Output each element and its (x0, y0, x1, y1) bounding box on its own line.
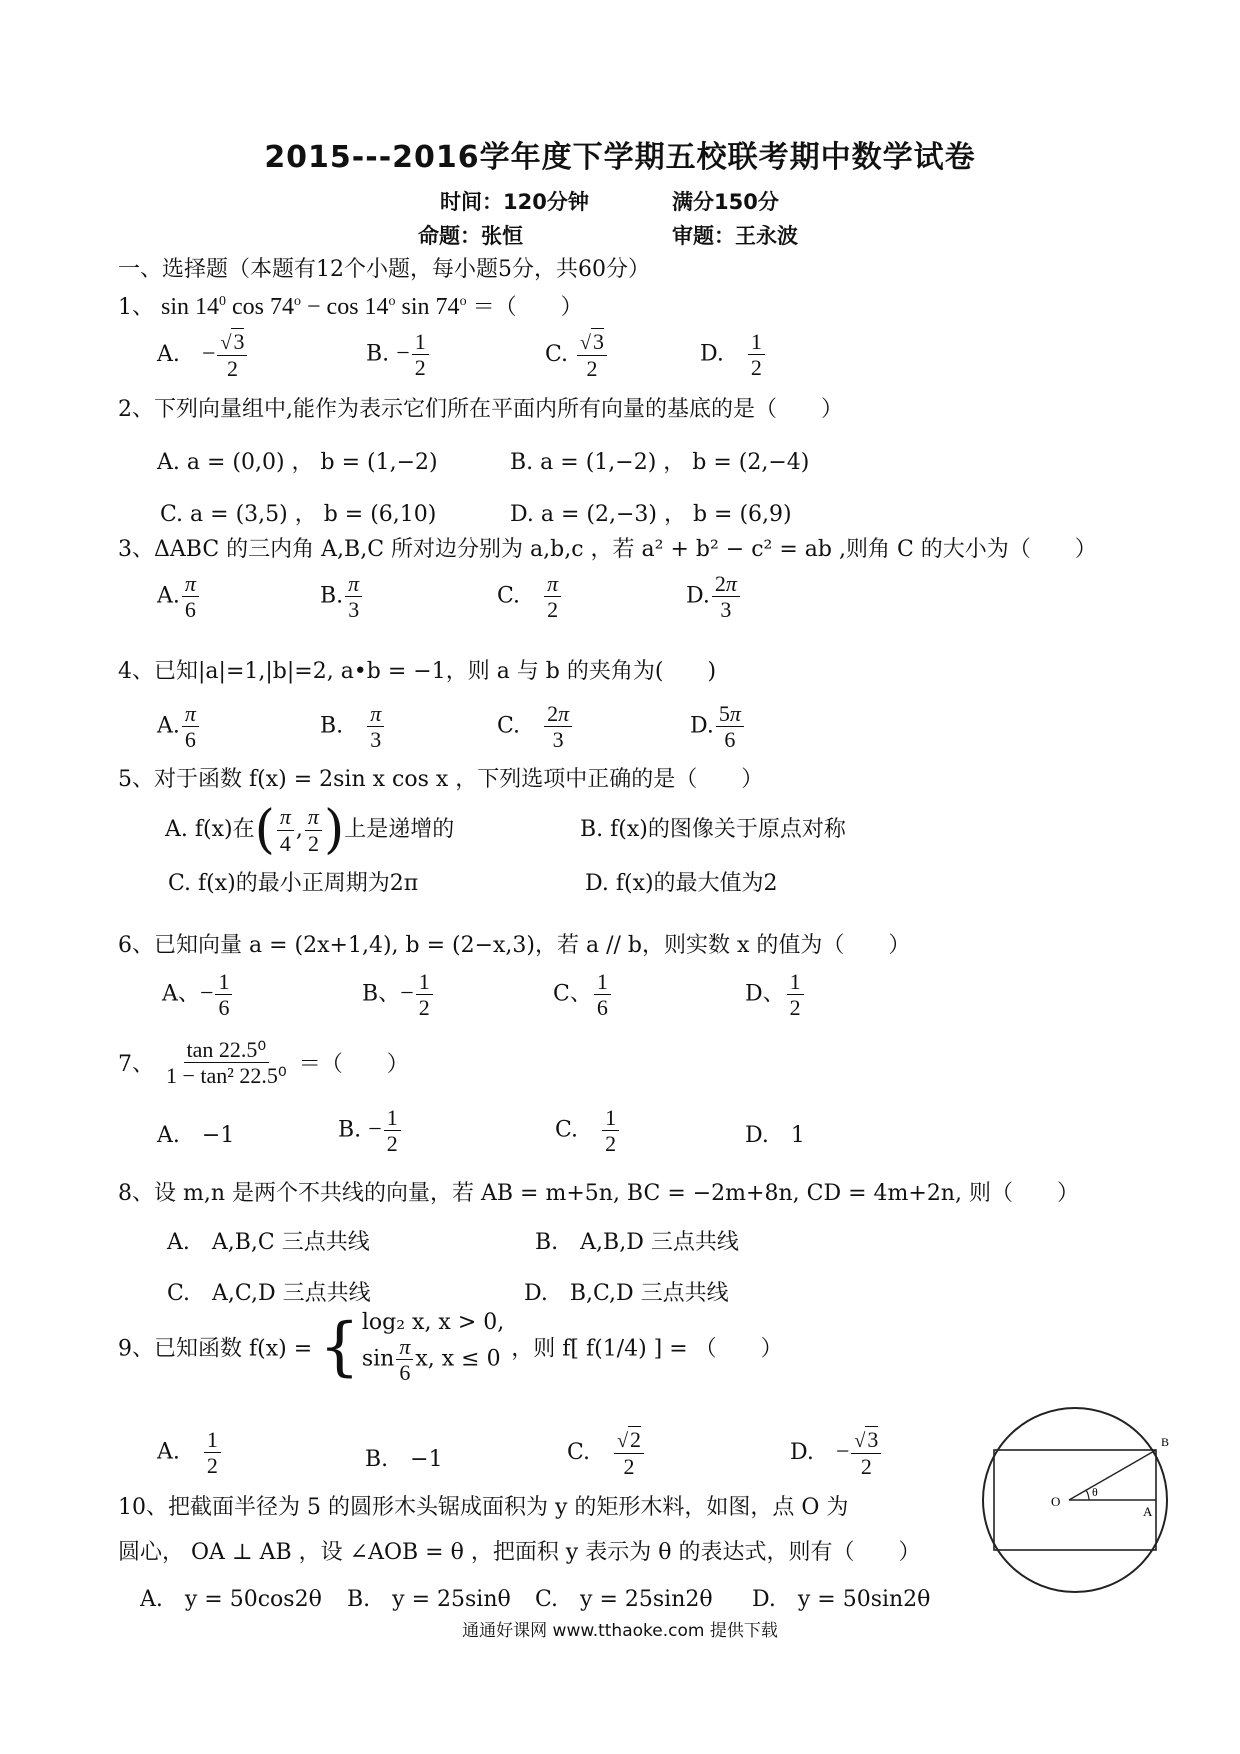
q4-option-c: C. $\frac{2\pi}{3}$ (497, 702, 574, 751)
q9-case-2: sin $\frac{\pi}{6}$ x, x ≤ 0 (361, 1334, 501, 1386)
q8-option-b: B. A,B,D 三点共线 (535, 1230, 739, 1255)
q3-option-d: D. $\frac{2\pi}{3}$ (686, 572, 742, 621)
q3-option-a: A. $\frac{\pi}{6}$ (157, 572, 201, 621)
q10-option-c: C. y = 25sin2θ (535, 1587, 713, 1612)
q5-stem: 对于函数 f(x) = 2sin x cos x ，下列选项中正确的是（ ） (154, 767, 764, 792)
q10-option-b: B. y = 25sinθ (347, 1587, 511, 1612)
q1-option-b: B. − $\frac{1}{2}$ (366, 330, 431, 379)
q2-option-c: C. a = (3,5) ， b = (6,10) (160, 502, 437, 527)
q5-option-a: A. f(x)在( $\frac{\pi}{4}$ , $\frac{\pi}{2}$ )上是递增的 (165, 800, 455, 860)
question-5: 5、对于函数 f(x) = 2sin x cos x ，下列选项中正确的是（ ） (118, 767, 764, 792)
question-4: 4、已知|a|=1,|b|=2, a•b = −1，则 a 与 b 的夹角为( ) (118, 659, 717, 684)
q9-option-b: B. −1 (365, 1447, 443, 1472)
q4-option-a: A. $\frac{\pi}{6}$ (157, 702, 201, 751)
q8-option-a: A. A,B,C 三点共线 (167, 1230, 370, 1255)
q7-denominator: 1 − tan² 22.5⁰ (166, 1063, 287, 1089)
q10-option-d: D. y = 50sin2θ (752, 1587, 931, 1612)
q2-option-a: A. a = (0,0) ， b = (1,−2) (157, 450, 438, 475)
q2-option-b: B. a = (1,−2) ， b = (2,−4) (510, 450, 810, 475)
q5-option-b: B. f(x)的图像关于原点对称 (580, 817, 846, 842)
q4-option-d: D. $\frac{5\pi}{6}$ (690, 702, 746, 751)
q8-option-d: D. B,C,D 三点共线 (524, 1281, 729, 1306)
angle-arc (1086, 1490, 1089, 1500)
q4-option-b: B. $\frac{\pi}{3}$ (320, 702, 386, 751)
q1-stem-end: ＝（ ） (472, 295, 583, 320)
question-10: 10、把截面半径为 5 的圆形木头锯成面积为 y 的矩形木料，如图，点 O 为 (118, 1495, 849, 1520)
q1-option-c: C. $\frac{√3}{2}$ (545, 330, 609, 380)
exam-score: 满分150分 (672, 190, 779, 214)
exam-time: 时间：120分钟 (440, 190, 589, 214)
q8-option-c: C. A,C,D 三点共线 (167, 1281, 371, 1306)
q4-stem: 已知|a|=1,|b|=2, a•b = −1，则 a 与 b 的夹角为( ) (154, 659, 717, 684)
q6-stem: 已知向量 a = (2x+1,4), b = (2−x,3)，若 a // b，则实数 x 的值为（ ） (154, 933, 911, 958)
segment-ob (1069, 1450, 1156, 1500)
q6-option-d: D、 $\frac{1}{2}$ (745, 970, 806, 1019)
exam-setter: 命题：张恒 (418, 224, 523, 248)
question-number: 1、 (118, 295, 154, 320)
q10-line-1: 把截面半径为 5 的圆形木头锯成面积为 y 的矩形木料，如图，点 O 为 (168, 1495, 849, 1520)
q6-option-c: C、 $\frac{1}{6}$ (553, 970, 613, 1019)
q6-option-b: B、− $\frac{1}{2}$ (362, 970, 435, 1019)
q3-stem: ΔABC 的三内角 A,B,C 所对边分别为 a,b,c ，若 a² + b² − c² = ab ,则角 C 的大小为（ ） (154, 537, 1097, 562)
q5-option-c: C. f(x)的最小正周期为2π (168, 871, 419, 896)
q2-stem: 下列向量组中,能作为表示它们所在平面内所有向量的基底的是（ ） (154, 397, 843, 422)
q3-option-b: B. $\frac{\pi}{3}$ (320, 572, 364, 621)
q2-option-d: D. a = (2,−3) ， b = (6,9) (510, 502, 792, 527)
q10-line-2: 圆心， OA ⊥ AB ，设 ∠AOB = θ ，把面积 y 表示为 θ 的表达式，则有（ ） (118, 1540, 921, 1565)
q10-option-a: A. y = 50cos2θ (140, 1587, 322, 1612)
q6-option-a: A、− $\frac{1}{6}$ (162, 970, 234, 1019)
q8-stem: 设 m,n 是两个不共线的向量，若 AB = m+5n, BC = −2m+8n, CD = 4m+2n, 则（ ） (154, 1181, 1079, 1206)
q9-case-1: log₂ x, x > 0, (361, 1310, 505, 1335)
q7-numerator: tan 22.5⁰ (184, 1038, 270, 1063)
q3-option-c: C. $\frac{\pi}{2}$ (497, 572, 563, 621)
exam-reviewer: 审题：王永波 (672, 224, 798, 248)
q5-option-d: D. f(x)的最大值为2 (585, 871, 778, 896)
question-9: 9、已知函数 f(x) = { log₂ x, x > 0, sin $\frac{\pi}{6}$ x, x ≤ 0 ，则 f[ f(1/4) ] = （ ） (118, 1310, 783, 1386)
label-o: O (1051, 1494, 1061, 1509)
section-heading: 一、选择题（本题有12个小题，每小题5分，共60分） (118, 257, 650, 282)
q1-expression: $\sin 14^0$ $\cos 74^o - \cos 14^o$ sin 74$^o$ (161, 294, 467, 320)
question-7: 7、 $\frac{\text{tan 22.5⁰}}{\text{1 − tan² 22.5⁰}}$ ＝（ ） (118, 1037, 409, 1089)
question-8: 8、设 m,n 是两个不共线的向量，若 AB = m+5n, BC = −2m+8n, CD = 4m+2n, 则（ ） (118, 1181, 1079, 1206)
q1-option-d: D. $\frac{1}{2}$ (700, 330, 767, 379)
question-6: 6、已知向量 a = (2x+1,4), b = (2−x,3)，若 a // b，则实数 x 的值为（ ） (118, 933, 911, 958)
q9-option-d: D. − $\frac{√3}{2}$ (790, 1428, 883, 1478)
label-a: A (1143, 1504, 1153, 1519)
q7-option-a: A. −1 (157, 1123, 235, 1148)
footer-source: 通通好课网 www.tthaoke.com 提供下载 (462, 1621, 778, 1641)
question-3: 3、ΔABC 的三内角 A,B,C 所对边分别为 a,b,c ，若 a² + b² − c² = ab ,则角 C 的大小为（ ） (118, 537, 1097, 562)
q1-option-a: A. − $\frac{√3}{2}$ (157, 330, 249, 380)
q7-option-c: C. $\frac{1}{2}$ (555, 1106, 621, 1155)
question-1 (118, 290, 583, 321)
q7-option-d: D. 1 (745, 1123, 805, 1148)
q9-option-a: A. $\frac{1}{2}$ (157, 1428, 223, 1477)
label-theta: θ (1092, 1485, 1098, 1499)
q10-circle-figure (975, 1400, 1175, 1600)
q9-option-c: C. $\frac{√2}{2}$ (567, 1428, 646, 1478)
q7-option-b: B. − $\frac{1}{2}$ (338, 1106, 403, 1155)
question-2: 2、下列向量组中,能作为表示它们所在平面内所有向量的基底的是（ ） (118, 397, 843, 422)
label-b: B (1161, 1435, 1170, 1449)
exam-title: 2015---2016学年度下学期五校联考期中数学试卷 (264, 140, 976, 175)
